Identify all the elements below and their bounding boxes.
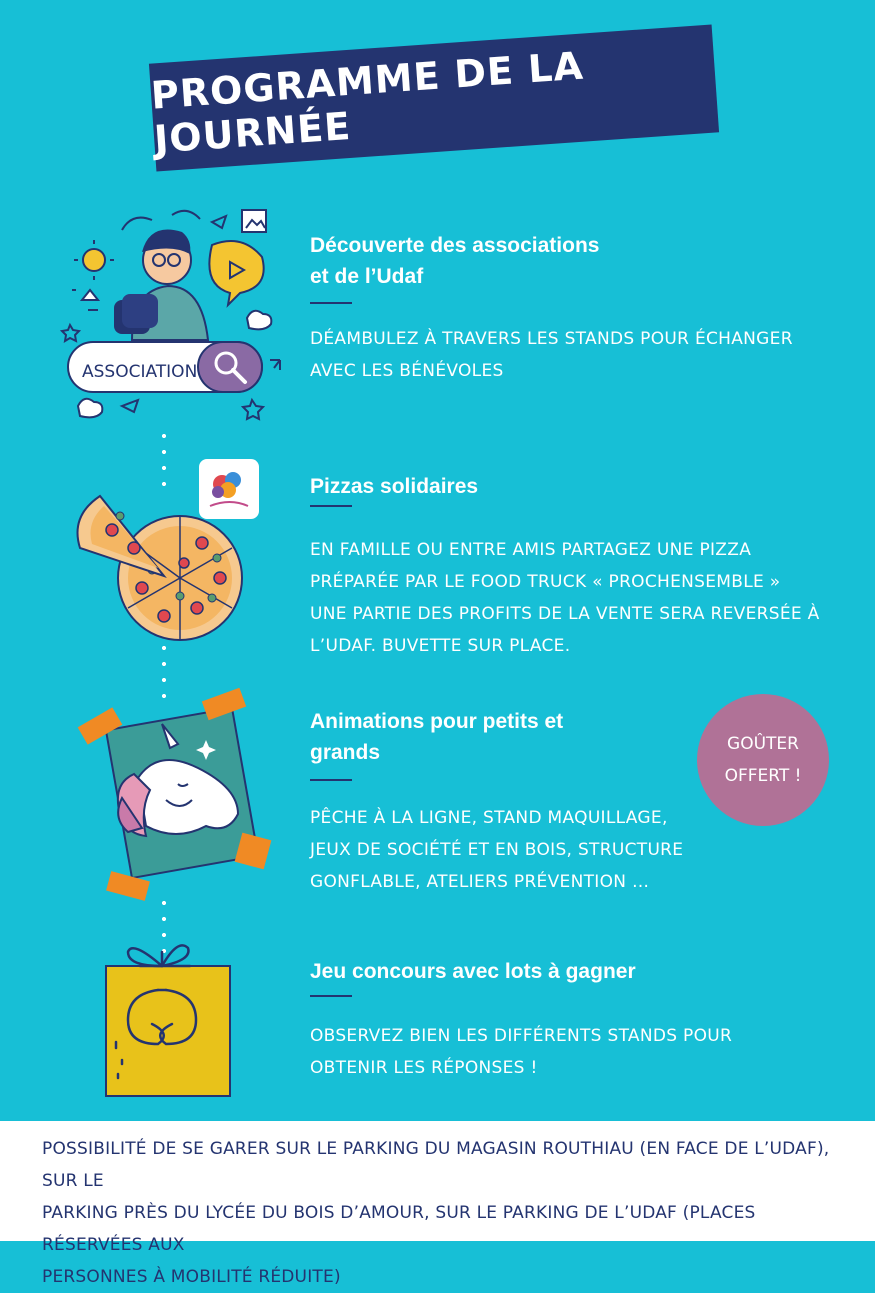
section-text-jeu-concours: OBSERVEZ BIEN LES DIFFÉRENTS STANDS POUR OBTENIR LES RÉPONSES ! [310,1026,733,1078]
page-title: PROGRAMME DE LA JOURNÉE [149,43,586,162]
title-banner [149,24,719,171]
pizza-illustration [72,488,247,643]
divider [310,302,352,304]
divider [310,995,352,997]
section-title-animations: Animations pour petits et grands [310,710,564,764]
footer-text: POSSIBILITÉ DE SE GARER SUR LE PARKING DU MAGASIN ROUTHIAU (EN FACE DE L’UDAF), SUR LE PARKING PRÈS DU LYCÉE DU BOIS D’AMOUR, SUR LE PARKING DE L’UDAF (PLACES RÉSERVÉES AUX PERSONNES À MOBILITÉ RÉDUITE) [42,1139,830,1287]
dotted-connector [162,428,166,488]
section-text-associations: DÉAMBULEZ À TRAVERS LES STANDS POUR ÉCHANGER AVEC LES BÉNÉVOLES [310,329,793,381]
divider [310,505,352,507]
section-title-jeu-concours: Jeu concours avec lots à gagner [310,960,636,983]
section-title-associations: Découverte des associations et de l’Udaf [310,234,600,288]
association-label: Association [82,362,198,382]
gift-illustration [100,942,235,1102]
footer-parking-info [0,1121,875,1287]
association-illustration [62,200,282,425]
sun-doodle [83,249,105,271]
unicorn-illustration [78,688,273,906]
gouter-offert-badge: GOÛTER OFFERT ! [697,694,829,826]
section-text-pizzas: EN FAMILLE OU ENTRE AMIS PARTAGEZ UNE PIZZA PRÉPARÉE PAR LE FOOD TRUCK « PROCHENSEMBLE » UNE PARTIE DES PROFITS DE LA VENTE SERA REVERSÉE À L’UDAF. BUVETTE SUR PLACE. [310,540,820,656]
section-text-animations: PÊCHE À LA LIGNE, STAND MAQUILLAGE, JEUX DE SOCIÉTÉ ET EN BOIS, STRUCTURE GONFLABLE, ATELIERS PRÉVENTION … [310,808,684,892]
divider [310,779,352,781]
section-title-pizzas: Pizzas solidaires [310,475,479,498]
